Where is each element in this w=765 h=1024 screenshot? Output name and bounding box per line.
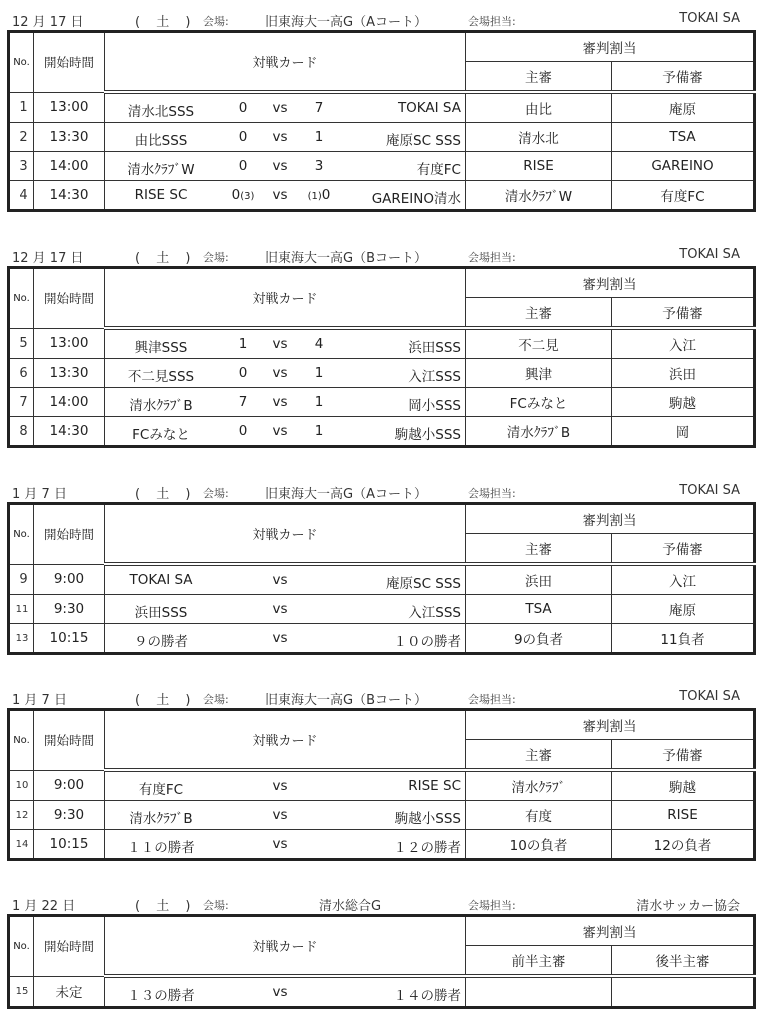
away-team: 庵原SC SSS xyxy=(386,576,461,592)
table-row xyxy=(9,830,755,860)
away-score: 1 xyxy=(314,394,324,410)
venue-staff: 清水サッカー協会 xyxy=(636,899,740,914)
col-header-start-time: 開始時間 xyxy=(34,504,105,565)
home-team: 清水北SSS xyxy=(127,104,195,120)
vs-label: vs xyxy=(272,630,288,646)
col-header-main-ref: 主審 xyxy=(466,534,612,565)
col-header-main-ref: 主審 xyxy=(466,62,612,93)
day-of-week: ( 土 ) xyxy=(135,899,197,914)
vs-label: vs xyxy=(272,365,288,381)
schedule-section-3 xyxy=(0,480,765,650)
vs-label: vs xyxy=(272,836,288,852)
col-header-sub-ref: 予備審 xyxy=(612,534,755,565)
away-team: 駒越小SSS xyxy=(394,427,461,443)
match-card xyxy=(105,564,466,595)
vs-label: vs xyxy=(272,100,288,116)
main-referee: 浜田 xyxy=(466,564,612,595)
venue-staff-label: 会場担当: xyxy=(468,693,516,706)
col-header-start-time: 開始時間 xyxy=(34,710,105,771)
day-of-week: ( 土 ) xyxy=(135,251,197,266)
sub-referee: RISE xyxy=(612,801,755,830)
away-score xyxy=(301,187,337,203)
venue-staff-label: 会場担当: xyxy=(468,15,516,28)
start-time: 9:30 xyxy=(34,801,105,830)
away-score: 4 xyxy=(314,336,324,352)
main-referee: 由比 xyxy=(466,92,612,123)
home-team: TOKAI SA xyxy=(129,572,193,588)
venue-label: 会場: xyxy=(203,251,229,264)
vs-label: vs xyxy=(272,984,288,1000)
col-header-sub-ref: 予備審 xyxy=(612,298,755,329)
start-time: 13:30 xyxy=(34,359,105,388)
vs-label: vs xyxy=(272,187,288,203)
match-no: 10 xyxy=(9,770,34,801)
sub-referee: 入江 xyxy=(612,328,755,359)
main-referee: 不二見 xyxy=(466,328,612,359)
match-date: 12 月 17 日 xyxy=(12,251,84,266)
home-team: 清水ｸﾗﾌﾞB xyxy=(129,811,193,827)
away-team: 浜田SSS xyxy=(408,340,461,356)
main-referee: 興津 xyxy=(466,359,612,388)
table-row xyxy=(9,181,755,211)
match-card xyxy=(105,417,466,447)
col-header-referee-assign: 審判割当 xyxy=(466,916,755,946)
main-referee: 清水ｸﾗﾌﾞW xyxy=(466,181,612,211)
vs-label: vs xyxy=(272,778,288,794)
match-card xyxy=(105,328,466,359)
sub-referee: 12の負者 xyxy=(612,830,755,860)
schedule-section-5 xyxy=(0,892,765,1004)
table-row xyxy=(9,624,755,654)
match-no: 15 xyxy=(9,976,34,1008)
match-card xyxy=(105,976,466,1008)
schedule-section-4 xyxy=(0,686,765,856)
table-row xyxy=(9,417,755,447)
home-pk-score: (3) xyxy=(240,191,255,202)
start-time: 13:00 xyxy=(34,328,105,359)
table-row xyxy=(9,388,755,417)
start-time: 13:00 xyxy=(34,92,105,123)
match-card xyxy=(105,152,466,181)
home-score: 0 xyxy=(238,129,248,145)
col-header-no: No. xyxy=(9,268,34,329)
sub-referee: 駒越 xyxy=(612,388,755,417)
second-half-referee xyxy=(612,976,755,1008)
schedule-table xyxy=(7,502,756,655)
schedule-table xyxy=(7,266,756,448)
venue-staff-label: 会場担当: xyxy=(468,487,516,500)
home-team: １１の勝者 xyxy=(127,840,195,856)
venue-staff: TOKAI SA xyxy=(679,247,740,262)
sub-referee: 有度FC xyxy=(612,181,755,211)
away-score: 7 xyxy=(314,100,324,116)
day-of-week: ( 土 ) xyxy=(135,693,197,708)
venue-staff-label: 会場担当: xyxy=(468,899,516,912)
start-time: 9:00 xyxy=(34,770,105,801)
schedule-section-2 xyxy=(0,244,765,443)
col-header-match-card: 対戦カード xyxy=(105,710,466,771)
home-team: 不二見SSS xyxy=(127,369,195,385)
away-score: 3 xyxy=(314,158,324,174)
start-time: 13:30 xyxy=(34,123,105,152)
main-referee: 清水ｸﾗﾌﾞ xyxy=(466,770,612,801)
home-score: 0 xyxy=(238,423,248,439)
home-score-value: 0 xyxy=(231,187,241,203)
col-header-match-card: 対戦カード xyxy=(105,32,466,93)
table-row xyxy=(9,152,755,181)
match-no: 2 xyxy=(9,123,34,152)
match-date: 1 月 7 日 xyxy=(12,693,67,708)
match-card xyxy=(105,801,466,830)
schedule-section-1 xyxy=(0,8,765,207)
start-time: 10:15 xyxy=(34,830,105,860)
away-team: 庵原SC SSS xyxy=(386,133,461,149)
home-score: 0 xyxy=(238,100,248,116)
table-row xyxy=(9,359,755,388)
main-referee: RISE xyxy=(466,152,612,181)
main-referee: 清水ｸﾗﾌﾞB xyxy=(466,417,612,447)
away-score: 1 xyxy=(314,423,324,439)
venue-name: 旧東海大一高G（Bコート） xyxy=(265,693,427,708)
vs-label: vs xyxy=(272,129,288,145)
match-no: 5 xyxy=(9,328,34,359)
venue-staff: TOKAI SA xyxy=(679,689,740,704)
home-team: RISE SC xyxy=(134,187,188,203)
away-team: 駒越小SSS xyxy=(394,811,461,827)
col-header-referee-assign: 審判割当 xyxy=(466,268,755,298)
table-row xyxy=(9,328,755,359)
venue-staff-label: 会場担当: xyxy=(468,251,516,264)
sub-referee: 岡 xyxy=(612,417,755,447)
table-row xyxy=(9,564,755,595)
match-card xyxy=(105,624,466,654)
away-team: GAREINO清水 xyxy=(371,191,461,207)
home-team: 浜田SSS xyxy=(134,605,188,621)
sub-referee: 庵原 xyxy=(612,92,755,123)
schedule-table xyxy=(7,914,756,1009)
section-title xyxy=(0,480,765,502)
match-card xyxy=(105,123,466,152)
main-referee: TSA xyxy=(466,595,612,624)
sub-referee: TSA xyxy=(612,123,755,152)
match-no: 9 xyxy=(9,564,34,595)
start-time: 14:00 xyxy=(34,152,105,181)
table-row xyxy=(9,801,755,830)
venue-staff: TOKAI SA xyxy=(679,11,740,26)
section-title xyxy=(0,892,765,914)
start-time: 14:00 xyxy=(34,388,105,417)
col-header-start-time: 開始時間 xyxy=(34,32,105,93)
home-score: 0 xyxy=(238,365,248,381)
match-no: 6 xyxy=(9,359,34,388)
start-time: 未定 xyxy=(34,976,105,1008)
match-card xyxy=(105,595,466,624)
away-team: １２の勝者 xyxy=(393,840,461,856)
main-referee: 9の負者 xyxy=(466,624,612,654)
away-team: RISE SC xyxy=(408,778,461,794)
match-no: 3 xyxy=(9,152,34,181)
col-header-second-half-ref: 後半主審 xyxy=(612,946,755,977)
col-header-referee-assign: 審判割当 xyxy=(466,710,755,740)
col-header-match-card: 対戦カード xyxy=(105,268,466,329)
sub-referee: 入江 xyxy=(612,564,755,595)
match-no: 7 xyxy=(9,388,34,417)
sub-referee: 庵原 xyxy=(612,595,755,624)
away-team: 入江SSS xyxy=(408,605,461,621)
main-referee: 清水北 xyxy=(466,123,612,152)
schedule-table xyxy=(7,708,756,861)
match-no: 14 xyxy=(9,830,34,860)
away-score: 1 xyxy=(314,129,324,145)
away-score: 1 xyxy=(314,365,324,381)
sub-referee: 駒越 xyxy=(612,770,755,801)
col-header-no: No. xyxy=(9,504,34,565)
col-header-main-ref: 主審 xyxy=(466,740,612,771)
match-card xyxy=(105,92,466,123)
home-score xyxy=(225,187,261,203)
table-row xyxy=(9,976,755,1008)
col-header-no: No. xyxy=(9,710,34,771)
match-no: 4 xyxy=(9,181,34,211)
away-team: 入江SSS xyxy=(408,369,461,385)
section-title xyxy=(0,686,765,708)
match-no: 1 xyxy=(9,92,34,123)
table-row xyxy=(9,770,755,801)
match-date: 12 月 17 日 xyxy=(12,15,84,30)
match-no: 11 xyxy=(9,595,34,624)
section-title xyxy=(0,244,765,266)
start-time: 14:30 xyxy=(34,417,105,447)
away-team: １４の勝者 xyxy=(393,988,461,1004)
start-time: 14:30 xyxy=(34,181,105,211)
away-team: 有度FC xyxy=(416,162,461,178)
home-score: 1 xyxy=(238,336,248,352)
col-header-start-time: 開始時間 xyxy=(34,268,105,329)
sub-referee: 浜田 xyxy=(612,359,755,388)
home-team: FCみなと xyxy=(132,427,190,443)
start-time: 9:00 xyxy=(34,564,105,595)
home-team: ９の勝者 xyxy=(134,634,188,650)
match-card xyxy=(105,770,466,801)
home-team: １３の勝者 xyxy=(127,988,195,1004)
venue-staff: TOKAI SA xyxy=(679,483,740,498)
away-score-value: 0 xyxy=(321,187,331,203)
col-header-sub-ref: 予備審 xyxy=(612,740,755,771)
col-header-start-time: 開始時間 xyxy=(34,916,105,977)
col-header-no: No. xyxy=(9,916,34,977)
first-half-referee xyxy=(466,976,612,1008)
vs-label: vs xyxy=(272,807,288,823)
venue-name: 旧東海大一高G（Aコート） xyxy=(265,15,427,30)
match-card xyxy=(105,388,466,417)
col-header-main-ref: 主審 xyxy=(466,298,612,329)
home-team: 清水ｸﾗﾌﾞB xyxy=(129,398,193,414)
col-header-first-half-ref: 前半主審 xyxy=(466,946,612,977)
col-header-referee-assign: 審判割当 xyxy=(466,504,755,534)
vs-label: vs xyxy=(272,158,288,174)
venue-name: 旧東海大一高G（Aコート） xyxy=(265,487,427,502)
main-referee: FCみなと xyxy=(466,388,612,417)
vs-label: vs xyxy=(272,572,288,588)
away-team: １０の勝者 xyxy=(393,634,461,650)
home-team: 由比SSS xyxy=(134,133,188,149)
match-date: 1 月 22 日 xyxy=(12,899,76,914)
away-team: TOKAI SA xyxy=(397,100,461,116)
day-of-week: ( 土 ) xyxy=(135,487,197,502)
col-header-sub-ref: 予備審 xyxy=(612,62,755,93)
schedule-table xyxy=(7,30,756,212)
match-no: 8 xyxy=(9,417,34,447)
match-card xyxy=(105,830,466,860)
col-header-no: No. xyxy=(9,32,34,93)
sub-referee: GAREINO xyxy=(612,152,755,181)
col-header-referee-assign: 審判割当 xyxy=(466,32,755,62)
home-score: 0 xyxy=(238,158,248,174)
home-team: 興津SSS xyxy=(134,340,188,356)
vs-label: vs xyxy=(272,601,288,617)
venue-label: 会場: xyxy=(203,487,229,500)
home-team: 有度FC xyxy=(138,782,184,798)
venue-label: 会場: xyxy=(203,899,229,912)
sub-referee: 11負者 xyxy=(612,624,755,654)
away-team: 岡小SSS xyxy=(408,398,461,414)
vs-label: vs xyxy=(272,423,288,439)
table-row xyxy=(9,123,755,152)
start-time: 10:15 xyxy=(34,624,105,654)
home-score: 7 xyxy=(238,394,248,410)
main-referee: 10の負者 xyxy=(466,830,612,860)
home-team: 清水ｸﾗﾌﾞW xyxy=(127,162,195,178)
match-no: 13 xyxy=(9,624,34,654)
match-date: 1 月 7 日 xyxy=(12,487,67,502)
section-title xyxy=(0,8,765,30)
col-header-match-card: 対戦カード xyxy=(105,504,466,565)
venue-name: 旧東海大一高G（Bコート） xyxy=(265,251,427,266)
vs-label: vs xyxy=(272,394,288,410)
start-time: 9:30 xyxy=(34,595,105,624)
day-of-week: ( 土 ) xyxy=(135,15,197,30)
main-referee: 有度 xyxy=(466,801,612,830)
match-card xyxy=(105,359,466,388)
table-row xyxy=(9,595,755,624)
vs-label: vs xyxy=(272,336,288,352)
col-header-match-card: 対戦カード xyxy=(105,916,466,977)
table-row xyxy=(9,92,755,123)
away-pk-score: (1) xyxy=(307,191,322,202)
venue-name: 清水総合G xyxy=(318,899,382,914)
venue-label: 会場: xyxy=(203,693,229,706)
match-card xyxy=(105,181,466,211)
venue-label: 会場: xyxy=(203,15,229,28)
match-no: 12 xyxy=(9,801,34,830)
